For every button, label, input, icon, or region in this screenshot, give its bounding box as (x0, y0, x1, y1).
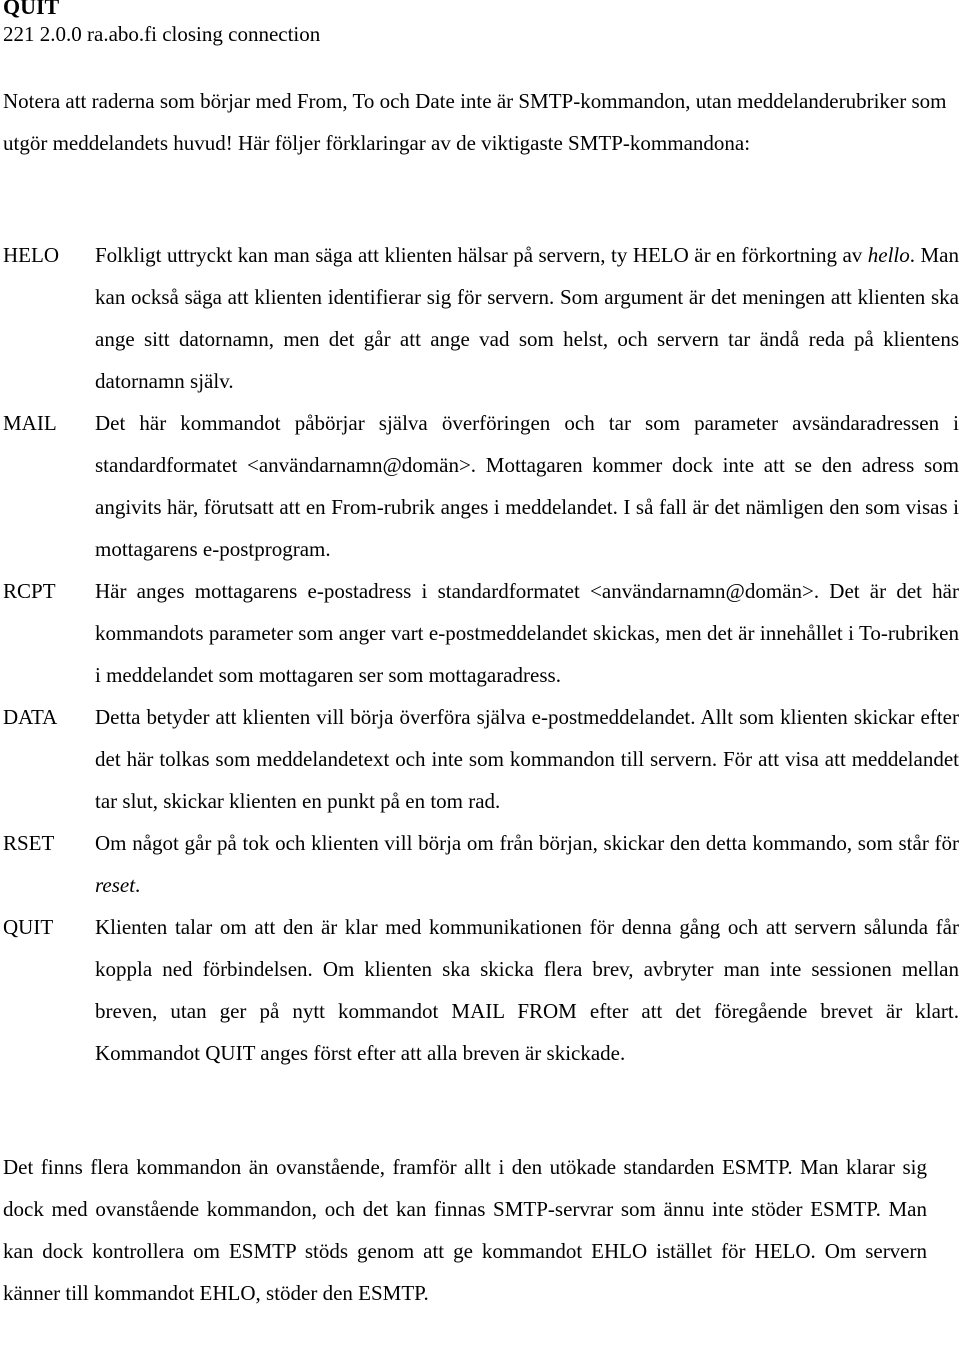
command-definition-mail (0, 402, 960, 570)
command-definition-list (0, 234, 960, 1074)
description-text: Om något går på tok och klienten vill börja om från början, skickar den detta kommando, som står för (95, 831, 959, 855)
closing-paragraph: Det finns flera kommandon än ovanstående, framför allt i den utökade standarden ESMTP. Man klarar sig dock med ovanstående kommandon, och det kan finnas SMTP-servrar som ännu inte stöder ESMTP. Man kan dock kontrollera om ESMTP stöds genom att ge kommandot EHLO istället för HELO. Om servern känner till kommandot EHLO, stöder den ESMTP. (3, 1155, 927, 1305)
session-reply: 221 2.0.0 ra.abo.fi closing connection (3, 22, 321, 46)
description-text-cont: . Man kan också säga att klienten identifierar sig för servern. Som argument är det meningen att klienten ska ange sitt datornamn, men det går att ange vad som helst, och servern tar ändå reda på klientens datornamn själv. (95, 243, 959, 393)
command-description (95, 570, 959, 696)
description-text: Folkligt uttryckt kan man säga att klienten hälsar på servern, ty HELO är en förkortning av (95, 243, 868, 267)
command-description (95, 402, 959, 570)
description-text-cont: . (135, 873, 141, 897)
command-term: DATA (3, 705, 58, 729)
command-term: HELO (3, 243, 59, 267)
command-term: MAIL (3, 411, 57, 435)
smtp-session-excerpt (0, 0, 960, 49)
session-command: QUIT (3, 0, 60, 19)
command-description (95, 822, 959, 906)
description-text: Klienten talar om att den är klar med kommunikationen för denna gång och att servern sålunda får koppla ned förbindelsen. Om klienten ska skicka flera brev, avbryter man inte sessionen mellan breven, utan ger på nytt kommandot MAIL FROM efter att det föregående brevet är klart. Kommandot QUIT anges först efter att alla breven är skickade. (95, 915, 959, 1065)
description-italic-text: hello (867, 243, 910, 267)
description-text: Här anges mottagarens e-postadress i standardformatet <användarnamn@domän>. Det är det här kommandots parameter som anger vart e-postmeddelandet skickas, men det är innehållet i To-rubriken i meddelandet som mottagaren ser som mottagaradress. (95, 579, 959, 687)
command-definition-helo (0, 234, 960, 402)
command-definition-quit (0, 906, 960, 1074)
description-italic-text: reset (95, 873, 136, 897)
command-term: QUIT (3, 915, 54, 939)
command-definition-rset (0, 822, 960, 906)
command-term: RSET (3, 831, 55, 855)
description-text: Detta betyder att klienten vill börja överföra själva e-postmeddelandet. Allt som klienten skickar efter det här tolkas som meddelandetext och inte som kommandon till servern. För att visa att meddelandet tar slut, skickar klienten en punkt på en tom rad. (95, 705, 959, 813)
command-description (95, 906, 959, 1074)
command-definition-data (0, 696, 960, 822)
command-term: RCPT (3, 579, 56, 603)
description-text: Det här kommandot påbörjar själva överföringen och tar som parameter avsändaradressen i standardformatet <användarnamn@domän>. Mottagaren kommer dock inte att se den adress som angivits här, förutsatt att en From-rubrik anges i meddelandet. I så fall är det nämligen den som visas i mottagarens e-postprogram. (95, 411, 959, 561)
command-definition-rcpt (0, 570, 960, 696)
command-description (95, 234, 959, 402)
command-description (95, 696, 959, 822)
intro-paragraph: Notera att raderna som börjar med From, To och Date inte är SMTP-kommandon, utan meddelanderubriker som utgör meddelandets huvud! Här följer förklaringar av de viktigaste SMTP-kommandona: (3, 89, 947, 155)
